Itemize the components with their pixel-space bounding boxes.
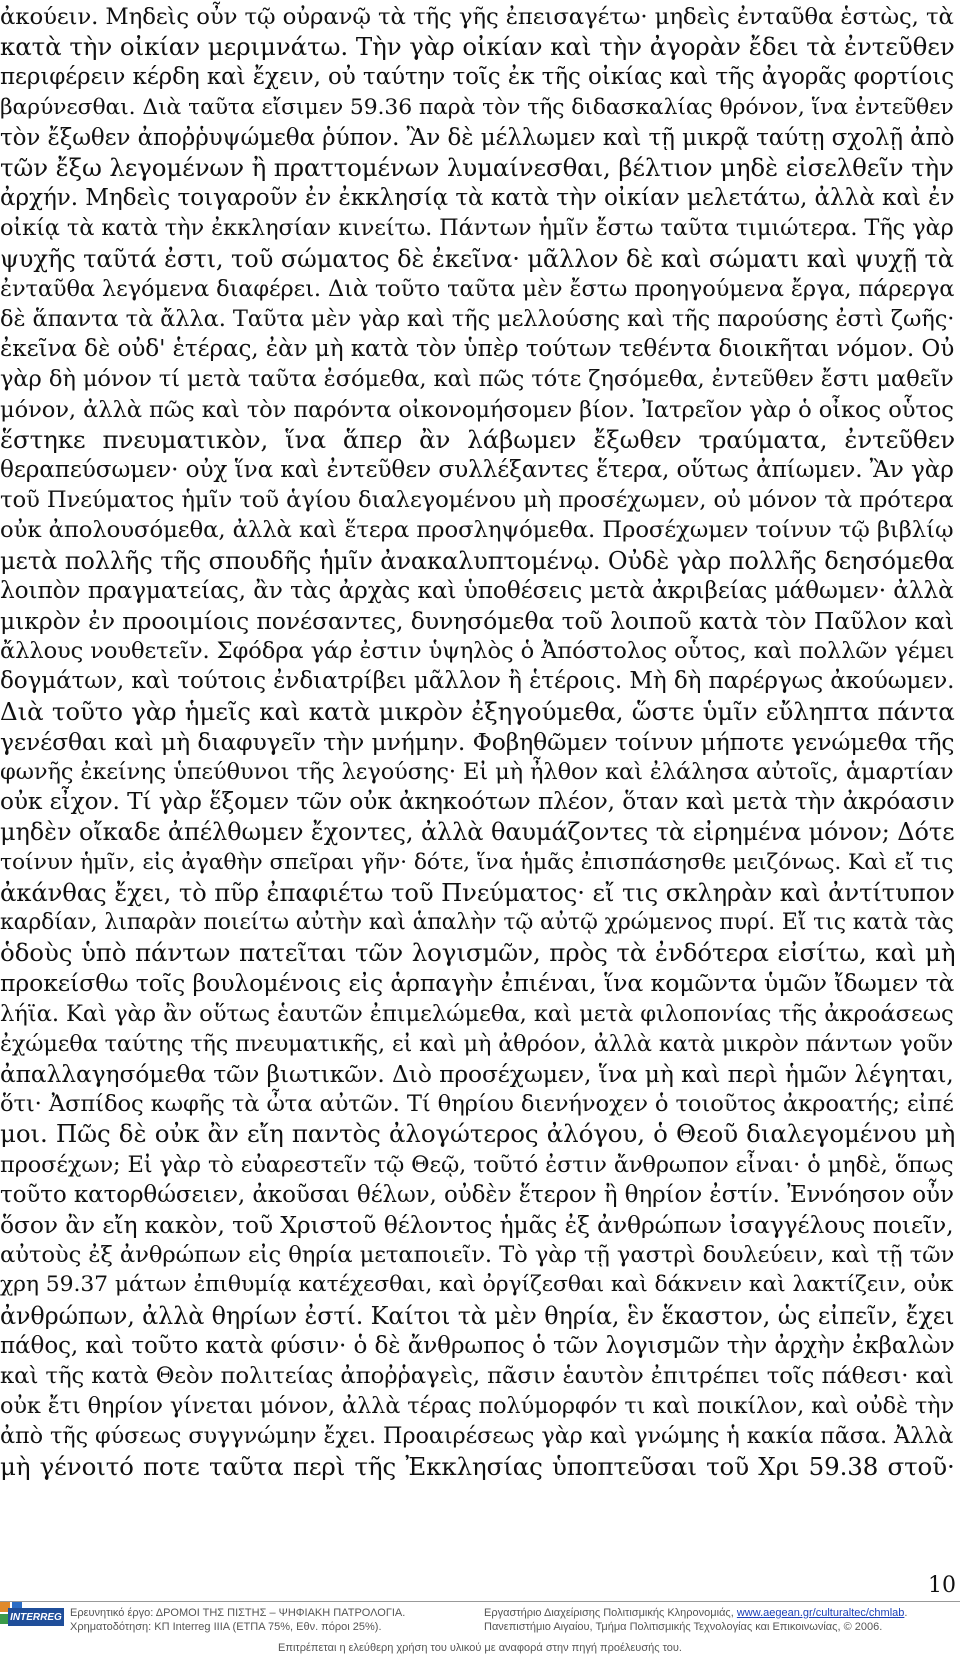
text-line: καρδίαν, λιπαρὰν ποιείτω αὐτὴν καὶ ἁπαλὴν τῷ αὐτῷ χρώμενος πυρί. Εἴ τις κατὰ τὰς	[0, 910, 954, 935]
text-line: Διὰ τοῦτο γὰρ ἡμεῖς καὶ κατὰ μικρὸν ἐξηγούμεθα, ὥστε ὑμῖν εὔληπτα πάντα	[0, 696, 955, 726]
lab-website-link[interactable]: www.aegean.gr/culturaltec/chmlab	[736, 1607, 905, 1619]
text-line: θεραπεύσωμεν· οὐχ ἵνα καὶ ἐντεῦθεν συλλέξαντες ἕτερα, οὕτως ἀπίωμεν. Ἂν γὰρ	[0, 457, 954, 483]
text-line: ἄλλους νουθετεῖν. Σφόδρα γάρ ἐστιν ὑψηλὸς ὁ Ἀπόστολος οὗτος, καὶ πολλῶν γέμει	[0, 638, 955, 665]
text-line: ἀκάνθας ἔχει, τὸ πῦρ ἐπαφιέτω τοῦ Πνεύματος· εἴ τις σκληρὰν καὶ ἀντίτυπον	[0, 877, 955, 907]
lab-info	[484, 1606, 907, 1634]
text-line: λήϊα. Καὶ γὰρ ἂν οὕτως ἑαυτῶν ἐπιμελώμεθα, καὶ μετὰ φιλοπονίας τῆς ἀκροάσεως	[0, 1000, 954, 1027]
text-line: ἐχώμεθα ταύτης τῆς πνευματικῆς, εἰ καὶ μὴ ἀθρόον, ἀλλὰ κατὰ μικρὸν πάντων γοῦν	[0, 1030, 954, 1057]
text-line: ἕστηκε πνευματικὸν, ἵνα ἅπερ ἂν λάβωμεν ἔξωθεν τραύματα, ἐντεῦθεν	[0, 424, 956, 454]
text-line: οἰκίᾳ τὰ κατὰ τὴν ἐκκλησίαν κινείτω. Πάντων ἡμῖν ἔστω ταῦτα τιμιώτερα. Τῆς γὰρ	[0, 215, 954, 242]
text-line: ὁδοὺς ὑπὸ πάντων πατεῖται τῶν λογισμῶν, πρὸς τὰ ἐνδότερα εἰσίτω, καὶ μὴ	[0, 938, 956, 968]
text-line: προσέχων; Εἰ γὰρ τὸ εὐαρεστεῖν τῷ Θεῷ, τοῦτό ἐστιν ἄνθρωπον εἶναι· ὁ μηδὲ, ὅπως	[0, 1151, 954, 1178]
text-line: ἀπαλλαγησόμεθα τῶν βιωτικῶν. Διὸ προσέχωμεν, ἵνα μὴ καὶ περὶ ἡμῶν λέγηται,	[0, 1060, 954, 1088]
text-line: προκείσθω τοῖς βουλομένοις εἰς ἁρπαγὴν ἐπιέναι, ἵνα κομῶντα ὑμῶν ἴδωμεν τὰ	[0, 969, 955, 998]
text-line: μὴ γένοιτό ποτε ταῦτα περὶ τῆς Ἐκκλησίας ὑποπτεῦσαι τοῦ Χρι 59.38 στοῦ·	[0, 1451, 955, 1481]
text-line: ὅτι· Ἀσπίδος κωφῆς τὰ ὦτα αὐτῶν. Τί θηρίου διενήνοχεν ὁ τοιοῦτος ἀκροατής; εἰπέ	[0, 1091, 954, 1118]
footer	[0, 1602, 960, 1656]
text-line: τοίνυν ἡμῖν, εἰς ἀγαθὴν σπεῖραι γῆν· δότε, ἵνα ἡμᾶς ἐπισπάσησθε μειζόνως. Καὶ εἴ τις	[0, 849, 954, 875]
project-title: Ερευνητικό έργο: ΔΡΟΜΟΙ ΤΗΣ ΠΙΣΤΗΣ – ΨΗΦΙΑΚΗ ΠΑΤΡΟΛΟΓΙΑ.	[70, 1607, 406, 1619]
text-line: οὐκ εἶχον. Τί γὰρ ἕξομεν τῶν οὐκ ἀκηκοότων πλέον, ὅταν καὶ μετὰ τὴν ἀκρόασιν	[0, 788, 955, 816]
text-line: ψυχῆς ταῦτά ἐστι, τοῦ σώματος δὲ ἐκεῖνα· μᾶλλον δὲ καὶ σώματι καὶ ψυχῇ τὰ	[0, 244, 954, 273]
text-line: τοῦτο κατορθώσειεν, ἀκοῦσαι θέλων, οὐδὲν ἕτερον ἢ θηρίον ἐστίν. Ἐννόησον οὖν	[0, 1181, 954, 1208]
text-line: καὶ τῆς κατὰ Θεὸν πολιτείας ἀποῤῥαγεὶς, πᾶσιν ἑαυτὸν ἐπιτρέπει τοῖς πάθεσι· καὶ	[0, 1363, 954, 1389]
text-line: φωνῆς ἐκείνης ὑπεύθυνοι τῆς λεγούσης· Εἰ μὴ ἦλθον καὶ ἐλάλησα αὐτοῖς, ἁμαρτίαν	[0, 759, 954, 785]
text-line: μετὰ πολλῆς τῆς σπουδῆς ἡμῖν ἀνακαλυπτομένῳ. Οὐδὲ γὰρ πολλῆς δεησόμεθα	[0, 546, 955, 575]
text-line: μοι. Πῶς δὲ οὐκ ἂν εἴη παντὸς ἀλογώτερος ἀλόγου, ὁ Θεοῦ διαλεγομένου μὴ	[0, 1119, 956, 1149]
usage-note: Επιτρέπεται η ελεύθερη χρήση του υλικού με αναφορά στην πηγή προέλευσής του.	[278, 1642, 682, 1654]
text-line: βαρύνεσθαι. Διὰ ταῦτα εἴσιμεν 59.36 παρὰ τὸν τῆς διδασκαλίας θρόνον, ἵνα ἐντεῦθεν	[0, 94, 954, 120]
text-line: ἀπὸ τῆς φύσεως συγγνώμην ἔχει. Προαιρέσεως γὰρ καὶ γνώμης ἡ κακία πᾶσα. Ἀλλὰ	[0, 1423, 954, 1450]
page-number: 10	[928, 1573, 956, 1598]
text-line: κατὰ τὴν οἰκίαν μεριμνάτω. Τὴν γὰρ οἰκίαν καὶ τὴν ἀγορὰν ἔδει τὰ ἐντεῦθεν	[0, 32, 955, 62]
text-line: τῶν ἔξω λεγομένων ἢ πραττομένων λυμαίνεσθαι, βέλτιον μηδὲ εἰσελθεῖν τὴν	[0, 153, 954, 182]
text-line: γενέσθαι καὶ μὴ διαφυγεῖν τὴν μνήμην. Φοβηθῶμεν τοίνυν μήποτε γενώμεθα τῆς	[0, 727, 955, 756]
text-line: ὅσον ἂν εἴη κακὸν, τοῦ Χριστοῦ θέλοντος ἡμᾶς ἐξ ἀνθρώπων ἰσαγγέλους ποιεῖν,	[0, 1211, 954, 1239]
text-line: μικρὸν ἐν προοιμίοις πονέσαντες, δυνησόμεθα τοῦ λοιποῦ κατὰ τὸν Παῦλον καὶ	[0, 607, 955, 635]
text-line: ἀνθρώπων, ἀλλὰ θηρίων ἐστί. Καίτοι τὰ μὲν θηρία, ἓν ἕκαστον, ὡς εἰπεῖν, ἔχει	[0, 1301, 955, 1330]
text-line: γὰρ δὴ μόνον τί μετὰ ταῦτα ἐσόμεθα, καὶ πῶς τότε ζησόμεθα, ἐντεῦθεν ἔστι μαθεῖν	[0, 366, 954, 393]
text-line: λοιπὸν πραγματείας, ἂν τὰς ἀρχὰς καὶ ὑποθέσεις μετὰ ἀκριβείας μάθωμεν· ἀλλὰ	[0, 576, 954, 604]
lab-line-end: .	[904, 1607, 908, 1619]
text-line: αὐτοὺς ἐξ ἀνθρώπων εἰς θηρία μεταποιεῖν. Τὸ γὰρ τῇ γαστρὶ δουλεύειν, καὶ τῇ τῶν	[0, 1242, 955, 1269]
text-line: μόνον, ἀλλὰ πῶς καὶ τὸν παρόντα οἰκονομήσομεν βίον. Ἰατρεῖον γὰρ ὁ οἶκος οὗτος	[0, 396, 954, 423]
text-line: μηδὲν οἴκαδε ἀπέλθωμεν ἔχοντες, ἀλλὰ θαυμάζοντες τὰ εἰρημένα μόνον; Δότε	[0, 818, 955, 847]
funding-info: Χρηματοδότηση: ΚΠ Interreg IIIA (ΕΤΠΑ 75%, Εθν. πόροι 25%).	[70, 1621, 382, 1633]
text-line: ἐκεῖνα δὲ οὐδ' ἑτέρας, ἐὰν μὴ κατὰ τὸν ὑπὲρ τούτων τεθέντα διοικῆται νόμον. Οὐ	[0, 336, 955, 363]
text-line: τὸν ἔξωθεν ἀποῤῥυψώμεθα ῥύπον. Ἂν δὲ μέλλωμεν καὶ τῇ μικρᾷ ταύτῃ σχολῇ ἀπὸ	[0, 124, 955, 151]
text-line: περιφέρειν κέρδη καὶ ἔχειν, οὐ ταύτην τοῖς ἐκ τῆς οἰκίας καὶ τῆς ἀγορᾶς φορτίοις	[0, 64, 955, 91]
text-line: πάθος, καὶ τοῦτο κατὰ φύσιν· ὁ δὲ ἄνθρωπος ὁ τῶν λογισμῶν τὴν ἀρχὴν ἐκβαλὼν	[0, 1332, 955, 1359]
text-line: ἐνταῦθα λεγόμενα διαφέρει. Διὰ τοῦτο ταῦτα μὲν ἔστω προηγούμενα ἔργα, πάρεργα	[0, 275, 955, 302]
text-line: χρη 59.37 μάτων ἐπιθυμίᾳ κατέχεσθαι, καὶ ὀργίζεσθαι καὶ δάκνειν καὶ λακτίζειν, οὐκ	[0, 1272, 954, 1298]
text-line: οὐκ ἔτι θηρίον γίνεται μόνον, ἀλλὰ τέρας πολύμορφόν τι καὶ ποικίλον, καὶ οὐδὲ τὴν	[0, 1393, 954, 1420]
text-line: ἀκούειν. Μηδεὶς οὖν τῷ οὐρανῷ τὰ τῆς γῆς ἐπεισαγέτω· μηδεὶς ἐνταῦθα ἑστὼς, τὰ	[0, 4, 954, 30]
interreg-logo: INTERREG	[8, 1608, 64, 1626]
university-info: Πανεπιστήμιο Αιγαίου, Τμήμα Πολιτισμικής Τεχνολογίας και Επικοινωνίας, © 2006.	[484, 1621, 883, 1633]
lab-name: Εργαστήριο Διαχείρισης Πολιτισμικής Κληρονομιάς,	[484, 1607, 737, 1619]
text-line: οὐκ ἀπολουσόμεθα, ἀλλὰ καὶ ἕτερα προσληψόμεθα. Προσέχωμεν τοίνυν τῷ βιβλίῳ	[0, 517, 954, 544]
text-line: δογμάτων, καὶ τούτοις ἐνδιατρίβει μᾶλλον ἢ ἑτέροις. Μὴ δὴ παρέργως ἀκούωμεν.	[0, 668, 955, 695]
text-line: τοῦ Πνεύματος ἡμῖν τοῦ ἁγίου διαλεγομένου μὴ προσέχωμεν, οὐ μόνον τὰ πρότερα	[0, 487, 954, 514]
text-line: δὲ ἅπαντα τὰ ἄλλα. Ταῦτα μὲν γὰρ καὶ τῆς μελλούσης καὶ τῆς παρούσης ἐστὶ ζωῆς·	[0, 306, 955, 332]
project-info	[70, 1606, 405, 1634]
lab-line	[484, 1606, 907, 1620]
text-line: ἀρχήν. Μηδεὶς τοιγαροῦν ἐν ἐκκλησίᾳ τὰ κατὰ τὴν οἰκίαν μελετάτω, ἀλλὰ καὶ ἐν	[0, 185, 955, 212]
